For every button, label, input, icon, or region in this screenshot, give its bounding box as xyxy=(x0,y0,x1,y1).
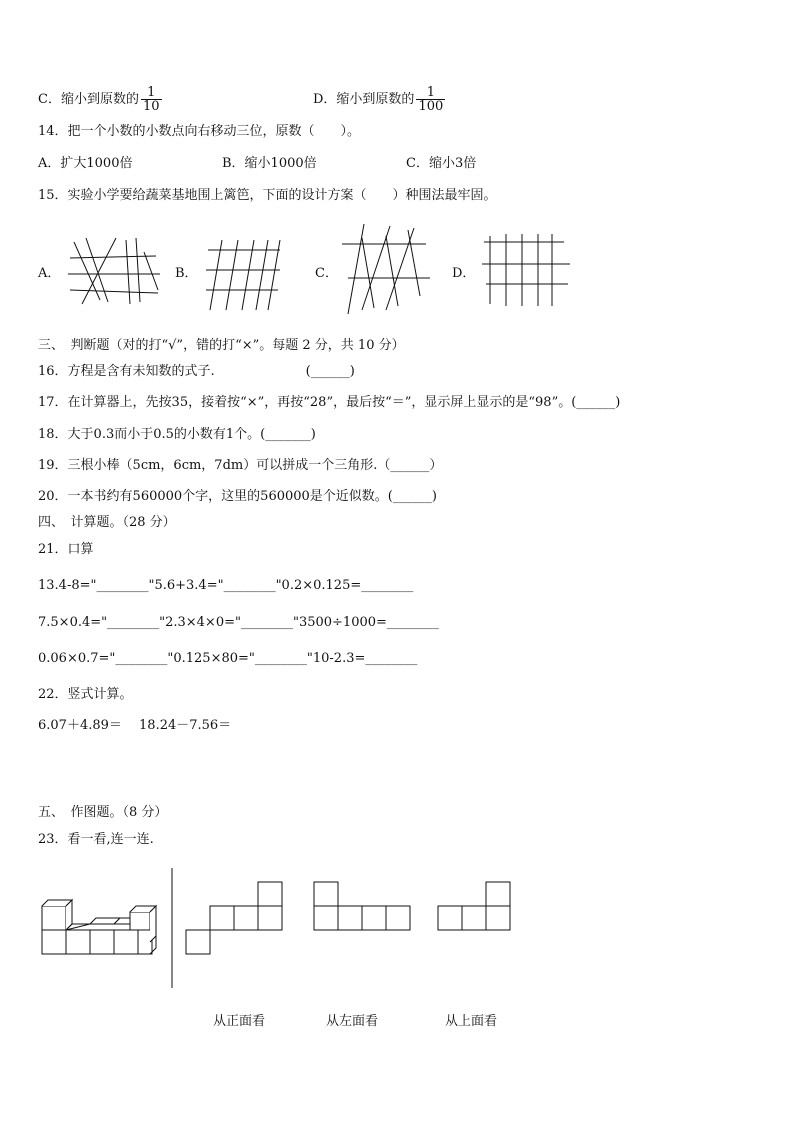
view-shape-3 xyxy=(434,880,518,936)
mental-math-row-2: 7.5×0.4="________"2.3×4×0="________"3500÷1000=________ xyxy=(38,615,439,630)
q15-label-a: A． xyxy=(38,266,61,281)
q22-items: 6.07＋4.89＝ 18.24－7.56＝ xyxy=(38,718,232,733)
q18: 18．大于0.3而小于0.5的小数有1个。(_______) xyxy=(38,427,316,442)
q13-option-d: D．缩小到原数的 $\frac{1}{100}$ xyxy=(313,85,444,114)
divider-line xyxy=(170,868,174,990)
q15-label-c: C． xyxy=(315,266,338,281)
q15-label-b: B． xyxy=(175,266,198,281)
view-shape-1 xyxy=(182,880,286,960)
q14-option-c: C．缩小3倍 xyxy=(406,156,477,171)
view-label-left: 从左面看 xyxy=(326,1014,379,1029)
q15-stem: 15．实验小学要给蔬菜基地围上篱笆，下面的设计方案（ ）种围法最牢固。 xyxy=(38,188,497,203)
q15-label-d: D． xyxy=(452,266,476,281)
q13-option-c: C．缩小到原数的 $\frac{1}{10}$ xyxy=(38,85,160,114)
q22-label: 22．竖式计算。 xyxy=(38,687,133,702)
fence-design-a xyxy=(60,232,170,310)
fraction-1-10: $\frac{1}{10}$ xyxy=(142,85,160,114)
view-shape-2 xyxy=(310,880,416,936)
fence-design-b xyxy=(200,236,290,314)
view-label-top: 从上面看 xyxy=(445,1014,498,1029)
q14-stem: 14．把一个小数的小数点向右移动三位，原数（ ）。 xyxy=(38,124,361,139)
q23-label: 23．看一看,连一连. xyxy=(38,832,154,847)
q16: 16．方程是含有未知数的式子. (______) xyxy=(38,364,355,379)
q20: 20．一本书约有560000个字，这里的560000是个近似数。(______) xyxy=(38,489,437,504)
mental-math-row-3: 0.06×0.7="________"0.125×80="________"10-2.3=________ xyxy=(38,651,418,666)
section5-title: 五、 作图题。（8 分） xyxy=(38,805,168,820)
fraction-1-100: $\frac{1}{100}$ xyxy=(418,85,444,114)
fence-design-d xyxy=(480,232,575,312)
view-label-front: 从正面看 xyxy=(213,1014,266,1029)
fence-design-c xyxy=(340,222,440,318)
q14-option-a: A．扩大1000倍 xyxy=(38,156,133,171)
section3-title: 三、 判断题（对的打“√”，错的打“×”。每题 2 分，共 10 分） xyxy=(38,338,405,353)
q19: 19．三根小棒（5cm，6cm，7dm）可以拼成一个三角形.（______） xyxy=(38,458,443,473)
q17: 17．在计算器上，先按35，接着按“×”，再按“28”，最后按“＝”，显示屏上显示的是“98”。(______) xyxy=(38,395,621,410)
q14-option-b: B．缩小1000倍 xyxy=(222,156,317,171)
q21-label: 21．口算 xyxy=(38,542,94,557)
section4-title: 四、 计算题。（28 分） xyxy=(38,515,176,530)
mental-math-row-1: 13.4-8="________"5.6+3.4="________"0.2×0.125=________ xyxy=(38,578,414,593)
cube-stack-3d xyxy=(40,900,160,960)
